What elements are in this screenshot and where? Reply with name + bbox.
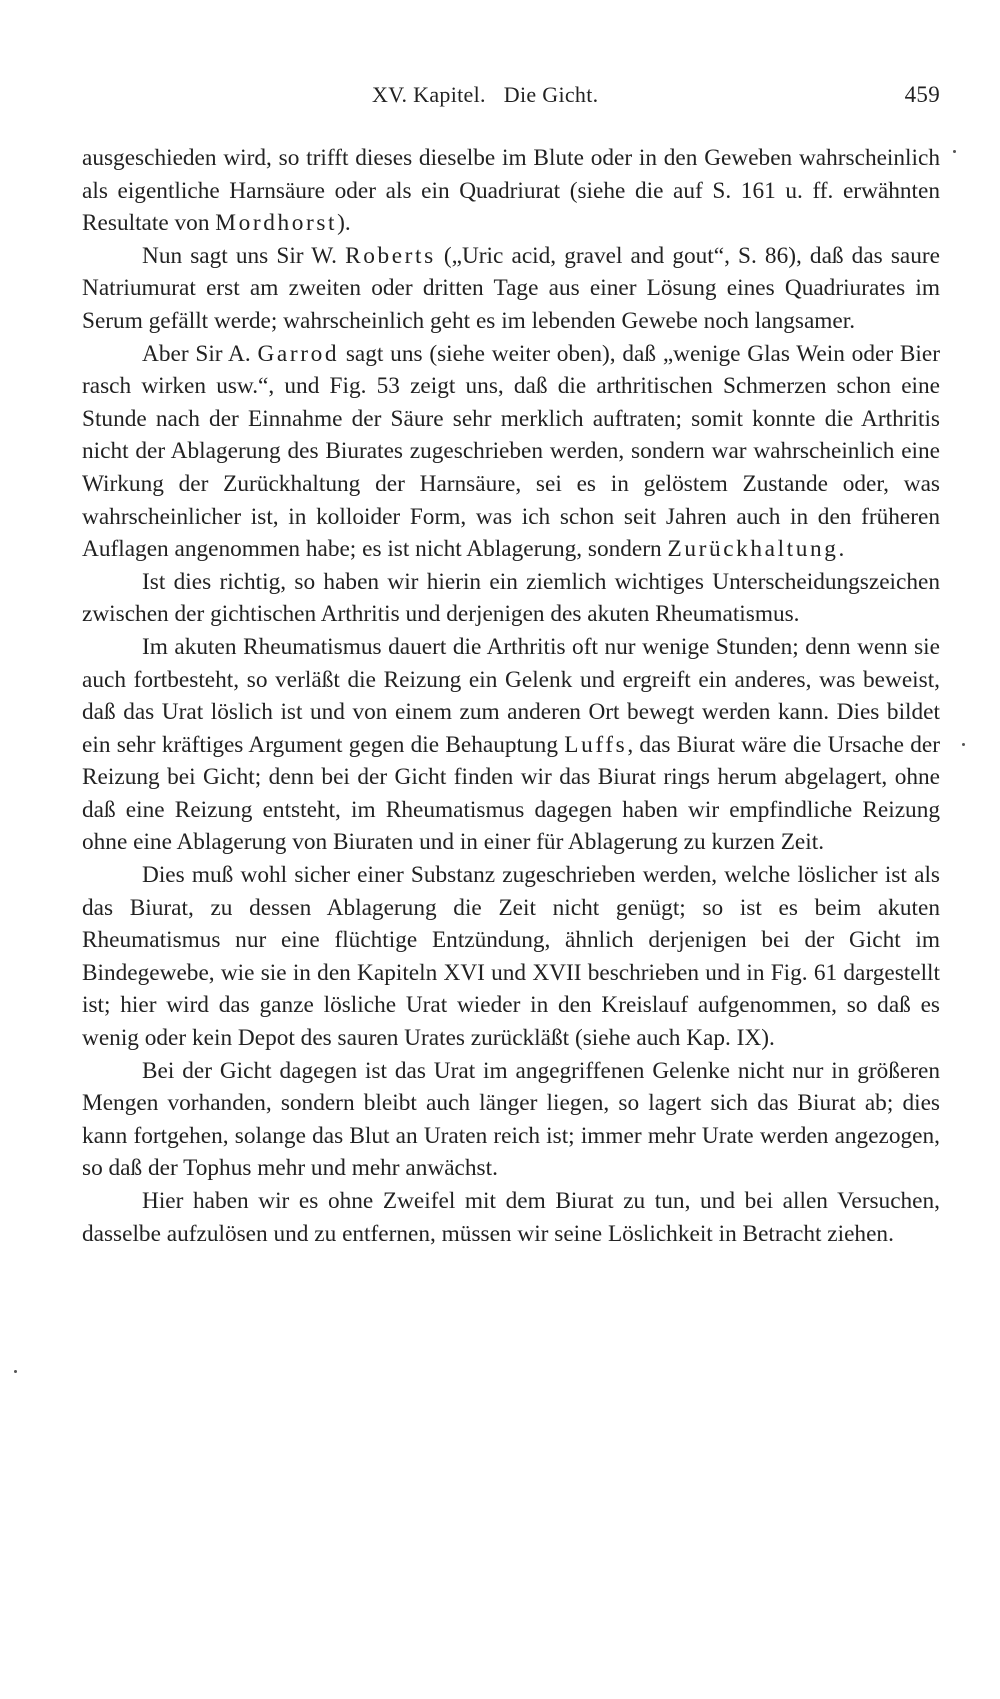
chapter-number: XV. Kapitel.	[372, 82, 486, 107]
text-run: („Uric acid, gravel and gout“, S. 86), daß das saure Natriumurat erst am zweiten oder dritten Tage aus einer Lösung eines Quadriurates im Serum gefällt werde; wahrscheinlich geht es im lebenden Gewebe noch langsamer.	[82, 242, 941, 334]
text-run: Aber Sir A.	[142, 340, 258, 367]
text-run: Ist dies richtig, so haben wir hierin ein ziemlich wichtiges Unterscheidungszeichen zwischen der gichtischen Arthritis und derjenigen des akuten Rheumatismus.	[82, 568, 940, 628]
emphasis-zurueckhaltung: Zurückhaltung	[667, 536, 839, 563]
running-title	[372, 82, 598, 108]
paragraph	[82, 859, 940, 1055]
text-run: .	[838, 536, 845, 563]
text-run: sagt uns (siehe weiter oben), daß „wenige Glas Wein oder Bier rasch wirken usw.“, und Fig. 53 zeigt uns, daß die arthritischen Schmerzen schon eine Stunde nach der Einnahme der Säure sehr merklich auftraten; somit konnte die Arthritis nicht der Ablagerung des Biurates zugeschrieben werden, sondern war wahrscheinlich eine Wirkung der Zurückhaltung der Harnsäure, sei es in gelöstem Zustande oder, was wahrscheinlicher ist, in kolloider Form, was ich schon seit Jahren auch in den früheren Auflagen angenommen habe; es ist nicht Ablagerung, sondern	[82, 340, 940, 563]
scan-speck	[953, 150, 956, 153]
paragraph	[82, 566, 940, 631]
text-run: Bei der Gicht dagegen ist das Urat im angegriffenen Gelenke nicht nur in größeren Mengen vorhanden, sondern bleibt auch länger liegen, so lagert sich das Biurat ab; dies kann fortgehen, solange das Blut an Uraten reich ist; immer mehr Urate werden angezogen, so daß der Tophus mehr und mehr anwächst.	[82, 1057, 940, 1182]
text-run: ).	[337, 210, 351, 237]
author-name-garrod: Garrod	[257, 340, 340, 367]
text-run: Im akuten Rheumatismus dauert die Arthritis oft nur wenige Stunden; denn wenn sie auch fortbesteht, so verläßt die Reizung ein Gelenk und ergreift ein anderes, was beweist, daß das Urat löslich ist und von einem zum anderen Ort bewegt werden kann. Dies bildet ein sehr kräftiges Argument gegen die Behauptung	[82, 633, 940, 758]
paragraph	[82, 1055, 940, 1185]
text-run: , das Biurat wäre die Ursache der Reizung bei Gicht; denn bei der Gicht finden wir das Biurat rings herum abgelagert, ohne daß eine Reizung entsteht, im Rheumatismus dagegen haben wir empfindliche Reizung ohne eine Ablagerung von Biuraten und in einer für Ablagerung zu kurzen Zeit.	[82, 731, 940, 856]
text-run: Nun sagt uns Sir W.	[142, 242, 346, 269]
body-text	[82, 142, 940, 1250]
paragraph	[82, 338, 940, 566]
scan-speck	[14, 1370, 17, 1373]
text-run: Dies muß wohl sicher einer Substanz zugeschrieben werden, welche löslicher ist als das Biurat, zu dessen Ablagerung die Zeit nicht genügt; so ist es beim akuten Rheumatismus nur eine flüchtige Entzündung, ähnlich derjenigen bei der Gicht im Bindegewebe, wie sie in den Kapiteln XVI und XVII beschrieben und in Fig. 61 dargestellt ist; hier wird das ganze lösliche Urat wieder in den Kreislauf aufgenommen, so daß es wenig oder kein Depot des sauren Urates zurückläßt (siehe auch Kap. IX).	[82, 862, 940, 1052]
running-head	[82, 82, 940, 116]
page-number: 459	[904, 82, 940, 107]
paragraph	[82, 1185, 940, 1250]
author-name-roberts: Roberts	[345, 242, 436, 269]
chapter-title: Die Gicht.	[503, 82, 599, 107]
author-name-mordhorst: Mordhorst	[215, 210, 338, 237]
author-name-luff: Luffs	[564, 731, 628, 758]
text-run: Hier haben wir es ohne Zweifel mit dem Biurat zu tun, und bei allen Versuchen, dasselbe aufzulösen und zu entfernen, müssen wir seine Löslichkeit in Betracht ziehen.	[82, 1188, 940, 1247]
paragraph	[82, 631, 940, 859]
scan-speck	[962, 743, 965, 746]
paragraph	[82, 142, 940, 240]
text-run: ausgeschieden wird, so trifft dieses dieselbe im Blute oder in den Geweben wahrscheinlich als eigentliche Harnsäure oder als ein Quadriurat (siehe die auf S. 161 u. ff. erwähnten Resultate von	[82, 145, 940, 237]
paragraph	[82, 240, 940, 338]
